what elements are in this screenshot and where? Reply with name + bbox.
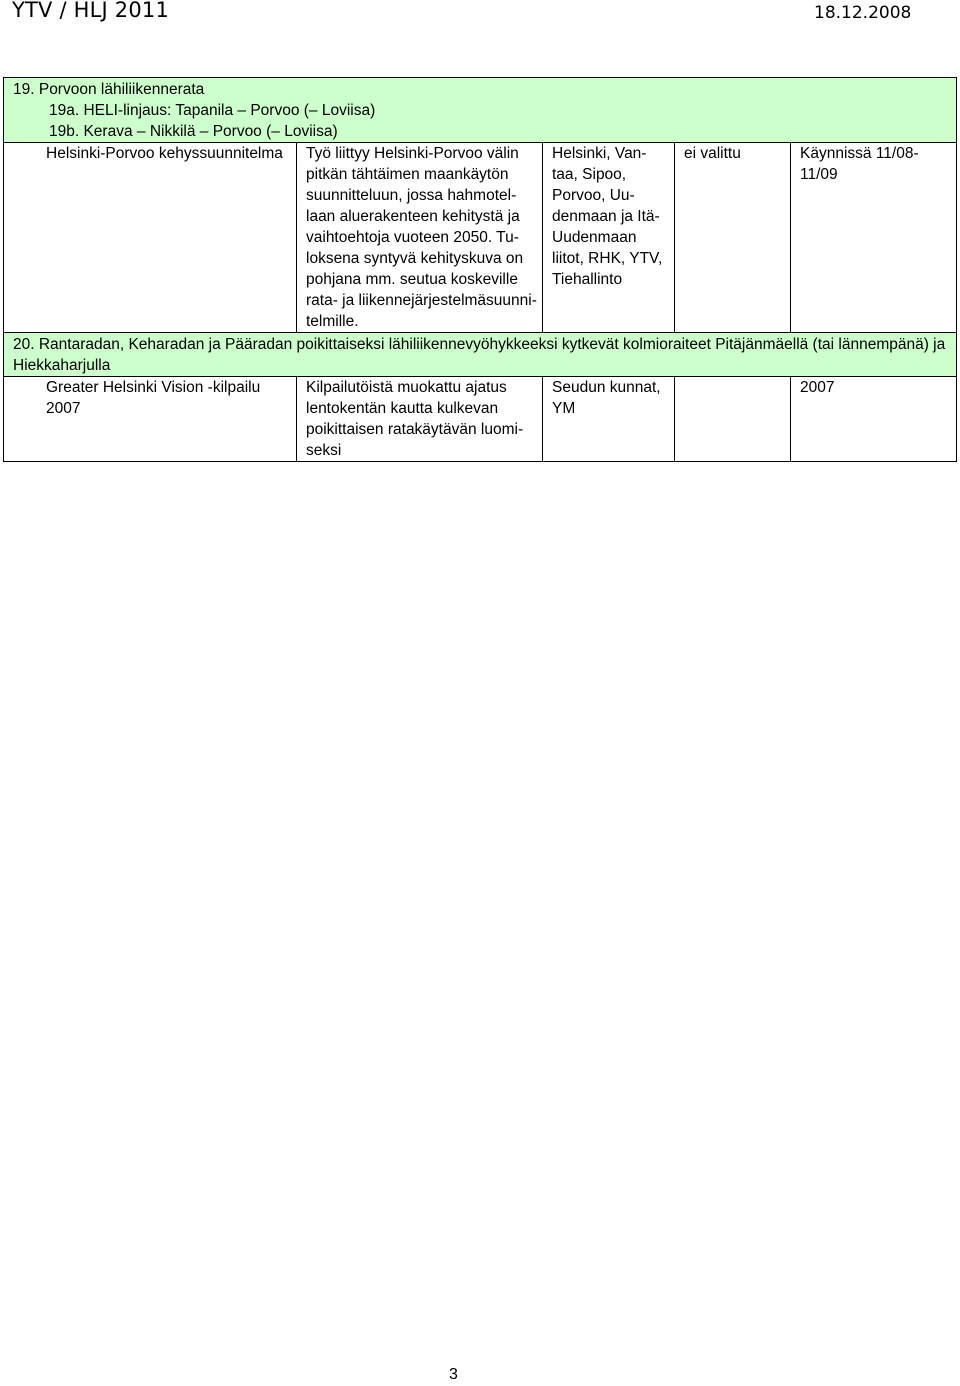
parties-line: YM: [552, 400, 576, 417]
project-parties-cell: [543, 377, 675, 462]
description-line: vaihtoehtoja vuoteen 2050. Tu-: [306, 229, 519, 246]
project-selected-cell: [675, 143, 791, 333]
document-header-title: YTV / HLJ 2011: [12, 0, 170, 22]
section-19b-heading: 19b. Kerava – Nikkilä – Porvoo (– Loviisa): [49, 123, 338, 140]
description-line: rata- ja liikennejärjestelmäsuunni-: [306, 292, 537, 309]
status-line: 11/09: [800, 166, 838, 183]
parties-line: Porvoo, Uu-: [552, 187, 635, 204]
project-name-cell: [4, 377, 297, 462]
project-name: Helsinki-Porvoo kehyssuunnitelma: [46, 145, 283, 162]
section-19a-heading: 19a. HELI-linjaus: Tapanila – Porvoo (– Loviisa): [49, 102, 376, 119]
section-19-header-row: [4, 78, 957, 143]
description-line: telmille.: [306, 313, 359, 330]
description-line: suunnitteluun, jossa hahmotel-: [306, 187, 517, 204]
section-20-heading: 20. Rantaradan, Keharadan ja Pääradan poikittaiseksi lähiliikennevyöhykkeeksi kytkevät kolmioraiteet Pitäjänmäellä (tai lännempänä) ja Hiekkaharjulla: [13, 336, 946, 374]
section-20-header-cell: [4, 333, 957, 377]
project-status-cell: [791, 377, 957, 462]
description-line: lentokentän kautta kulkevan: [306, 400, 499, 417]
section-20-project-row: [4, 377, 957, 462]
project-description-cell: [297, 143, 543, 333]
parties-line: Uudenmaan: [552, 229, 637, 246]
status-value: 2007: [800, 379, 835, 396]
description-line: pohjana mm. seutua koskeville: [306, 271, 518, 288]
description-line: seksi: [306, 442, 342, 459]
section-19-heading: 19. Porvoon lähiliikennerata: [13, 81, 205, 98]
parties-line: Helsinki, Van-: [552, 145, 647, 162]
project-description-cell: [297, 377, 543, 462]
parties-line: taa, Sipoo,: [552, 166, 627, 183]
document-header-date: 18.12.2008: [814, 3, 912, 23]
description-line: loksena syntyvä kehityskuva on: [306, 250, 524, 267]
selected-value: ei valittu: [684, 145, 741, 162]
project-selected-cell: [675, 377, 791, 462]
projects-table: [3, 77, 957, 462]
page-number: 3: [449, 1366, 458, 1383]
parties-line: denmaan ja Itä-: [552, 208, 660, 225]
project-status-cell: [791, 143, 957, 333]
project-parties-cell: [543, 143, 675, 333]
project-name-cell: [4, 143, 297, 333]
projects-table-container: [3, 77, 956, 462]
project-name-line: Greater Helsinki Vision -kilpailu: [46, 379, 261, 396]
description-line: laan aluerakenteen kehitystä ja: [306, 208, 520, 225]
section-19-header-cell: [4, 78, 957, 143]
description-line: pitkän tähtäimen maankäytön: [306, 166, 509, 183]
section-19-project-row: [4, 143, 957, 333]
description-line: poikittaisen ratakäytävän luomi-: [306, 421, 524, 438]
status-line: Käynnissä 11/08-: [800, 145, 919, 162]
description-line: Kilpailutöistä muokattu ajatus: [306, 379, 507, 396]
parties-line: liitot, RHK, YTV,: [552, 250, 663, 267]
parties-line: Tiehallinto: [552, 271, 623, 288]
section-20-header-row: [4, 333, 957, 377]
description-line: Työ liittyy Helsinki-Porvoo välin: [306, 145, 519, 162]
project-name-line: 2007: [46, 400, 81, 417]
parties-line: Seudun kunnat,: [552, 379, 661, 396]
